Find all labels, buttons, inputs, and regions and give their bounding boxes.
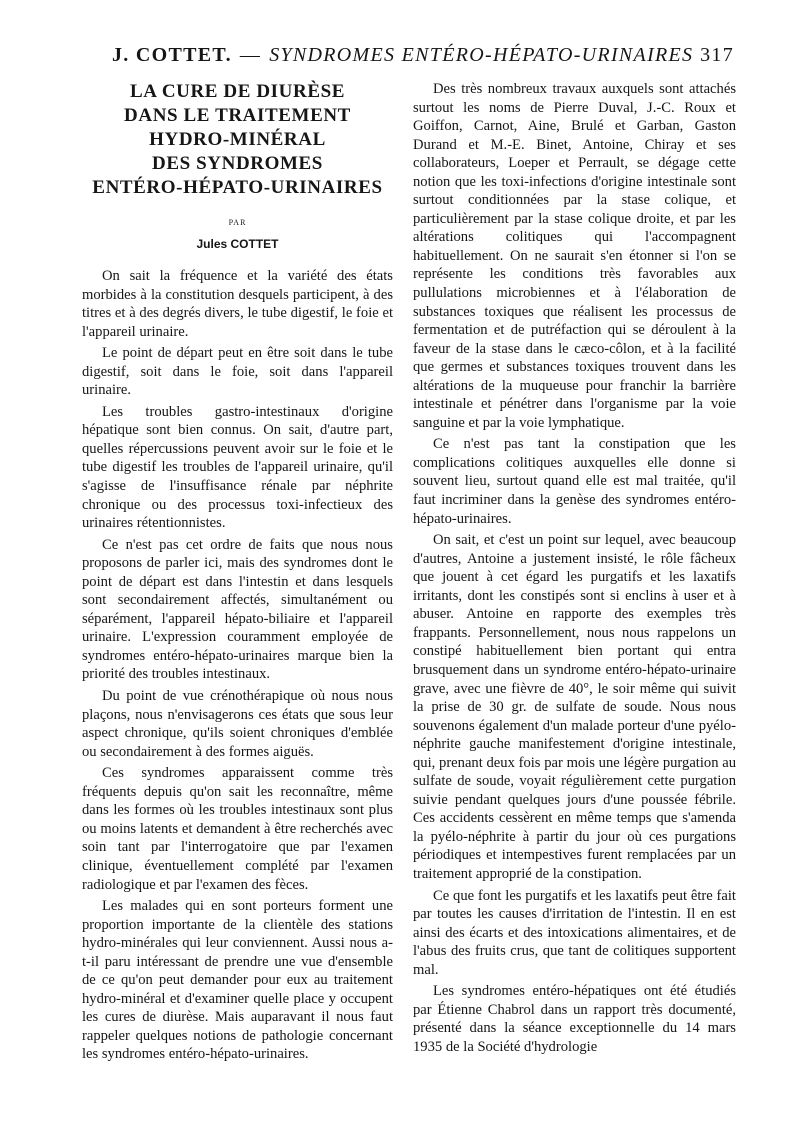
- by-label: PAR: [228, 218, 247, 227]
- header-author: J. COTTET.: [112, 44, 232, 66]
- running-header-left: [112, 44, 693, 67]
- paragraph: On sait la fréquence et la variété des états morbides à la constitution desquels participent, à des titres et à des degrés divers, le tube digestif, le foie et l'appareil urinaire.: [82, 268, 393, 340]
- header-running-title: SYNDROMES ENTÉRO-HÉPATO-URINAIRES: [269, 44, 694, 66]
- paragraph: Les syndromes entéro-hépatiques ont été étudiés par Étienne Chabrol dans un rapport très documenté, présenté dans la séance exceptionnelle du 14 mars 1935 de la Société d'hydrologie: [413, 983, 736, 1055]
- title-line: ENTÉRO-HÉPATO-URINAIRES: [92, 177, 383, 198]
- paragraph: Les malades qui en sont porteurs forment une proportion importante de la clientèle des stations hydro-minérales qui leur conviennent. Aussi nous a-t-il paru intéressant de prendre une vue d'ensemble de ce qu'on peut demander pour eux au traitement hydro-minéral et d'examiner quelle place y occupent les cures de diurèse. Mais auparavant il nous faut rappeler quelques notions de pathologie concernant les syndromes entéro-hépato-urinaires.: [82, 898, 393, 1063]
- paragraph: Ces syndromes apparaissent comme très fréquents depuis qu'on sait les reconnaître, même dans les formes où les troubles intestinaux sont plus ou moins latents et demandent à être recherchés avec soin tant par l'interrogatoire que par l'examen clinique, éventuellement complété par l'examen radiologique et par l'examen des fèces.: [82, 765, 393, 893]
- paragraph: Les troubles gastro-intestinaux d'origine hépatique sont bien connus. On sait, d'autre part, quelles répercussions peuvent avoir sur le foie et le tube digestif les troubles de l'appareil urinaire, qu'il s'agisse de l'insuffisance rénale par néphrite chronique ou des processus toxi-infectieux des urinaires rétentionnistes.: [82, 403, 393, 532]
- title-line: HYDRO-MINÉRAL: [149, 129, 326, 150]
- title-line: DANS LE TRAITEMENT: [124, 105, 351, 126]
- paragraph: Le point de départ peut en être soit dans le tube digestif, soit dans le foie, soit dans l'appareil urinaire.: [82, 345, 393, 399]
- article-title: [82, 80, 393, 200]
- left-column: [82, 80, 393, 1067]
- paragraph: Des très nombreux travaux auxquels sont attachés surtout les noms de Pierre Duval, J.-C. Roux et Goiffon, Carnot, Aine, Brulé et Garban, Gaston Durand et M.-E. Binet, Antoine, Chiray et ses collaborateurs, Loeper et Perrault, se dégage cette notion que les toxi-infections d'origine intestinale sont surtout conditionnées par la stase colique, et particulièrement par la stase colique droite, et par les altérations colitiques qui l'accompagnent habituellement. On ne saurait s'en étonner si l'on se représente les conditions très favorables aux pullulations microbiennes et à l'élaboration de substances toxiques que réalisent les processus de fermentation et de putréfaction qui se déroulent à la faveur de la stase dans le cæco-côlon, et à la facilité que germes et substances toxiques trouvent dans les altérations de la muqueuse pour franchir la barrière intestinale et pénétrer dans l'organisme par la voie sanguine et par la voie lymphatique.: [413, 81, 736, 431]
- right-column: [413, 80, 736, 1059]
- paragraph: Ce n'est pas cet ordre de faits que nous nous proposons de parler ici, mais des syndromes dont le point de départ est dans l'intestin et dans lesquels sont secondairement affectés, simultanément ou séparément, l'appareil hépato-biliaire et l'appareil urinaire. L'expression couramment employée de syndromes entéro-hépato-urinaires marque bien la priorité des troubles intestinaux.: [82, 536, 393, 683]
- title-line: DES SYNDROMES: [152, 153, 323, 174]
- paragraph: Ce que font les purgatifs et les laxatifs peut être fait par toutes les causes d'irritation de l'intestin. Il en est ainsi des écarts et des intoxications alimentaires, et de l'abus des fruits crus, que tant de colitiques supportent mal.: [413, 887, 736, 978]
- page-number: 317: [700, 44, 734, 66]
- paragraph: On sait, et c'est un point sur lequel, avec beaucoup d'autres, Antoine a justement insisté, le rôle fâcheux que jouent à cet égard les purgatifs et les laxatifs irritants, dont les constipés sont si enclins à user et à abuser. Antoine en rapporte des exemples très frappants. Personnellement, nous nous rappelons un constipé habituellement bien portant qui entra brusquement dans un syndrome entéro-hépato-urinaire grave, avec une fièvre de 40°, le soir même qui suivit la prise de 30 gr. de sulfate de soude. Nous nous souvenons également d'un malade porteur d'une pyélo-néphrite gauche manifestement d'origine intestinale, qui, prenant deux fois par mois une légère purgation au sulfate de soude, voyait régulièrement cette purgation suivie pendant quelques jours d'une poussée fébrile. Ces accidents cessèrent en même temps que s'amenda la pyélo-néphrite à partir du jour où ces purgations périodiques et intempestives furent remplacées par un traitement approprié de la constipation.: [413, 532, 736, 882]
- header-separator: —: [239, 44, 262, 66]
- title-line: LA CURE DE DIURÈSE: [129, 81, 346, 102]
- running-header: [112, 44, 734, 67]
- paragraph: Du point de vue crénothérapique où nous nous plaçons, nous n'envisagerons ces états que sous leur aspect chronique, qu'ils soient chroniques d'emblée ou secondairement à des formes aiguës.: [82, 688, 393, 760]
- paragraph: Ce n'est pas tant la constipation que les complications colitiques auxquelles elle donne si souvent lieu, surtout quand elle est mal traitée, qu'il faut incriminer dans la genèse des syndromes entéro-hépato-urinaires.: [413, 436, 736, 527]
- article-author: Jules COTTET: [196, 237, 279, 251]
